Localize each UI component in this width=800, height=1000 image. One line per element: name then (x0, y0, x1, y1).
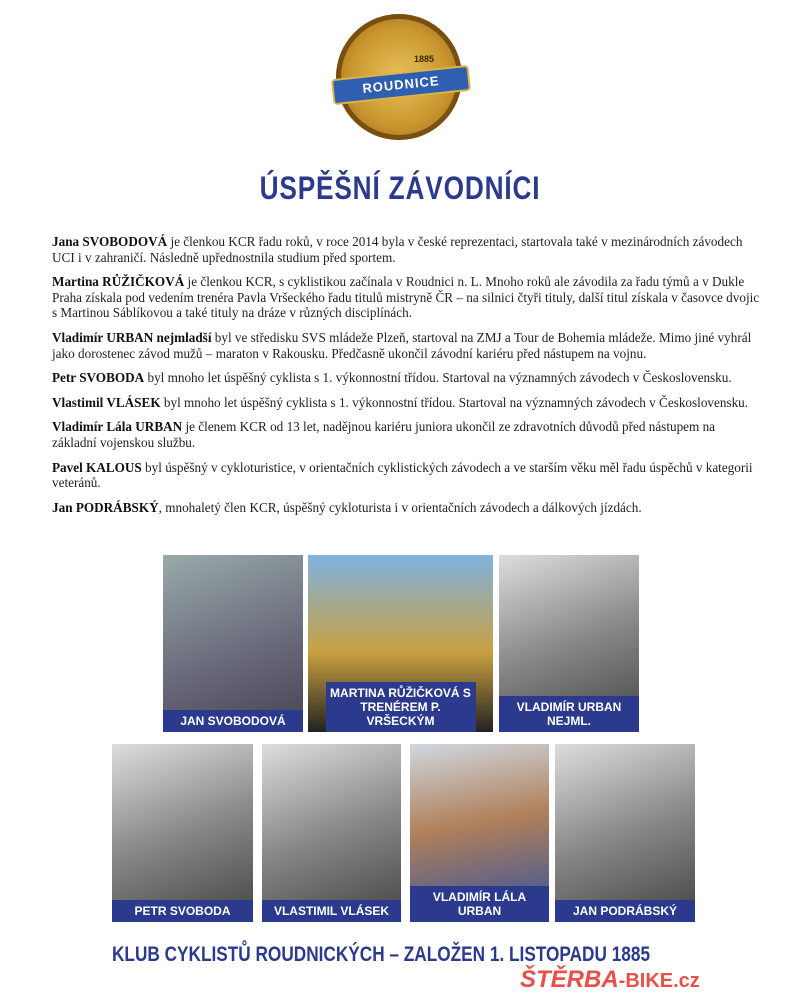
watermark-brand: ŠTĚRBA (520, 966, 619, 993)
bio-text: byl ve středisku SVS mládeže Plzeň, startoval na ZMJ a Tour de Bohemia mládeže. Mimo jiné vyhrál jako dorostenec závod mužů – maraton v Rakousku. Předčasně ukončil závodní kariéru před nástupem na vojnu. (52, 329, 752, 361)
bio-text: , mnohaletý člen KCR, úspěšný cykloturista i v orientačních závodech a dálkových jízdách. (158, 499, 642, 515)
bio-name: Jan PODRÁBSKÝ (52, 499, 159, 515)
club-logo (336, 14, 462, 140)
bio-name: Vlastimil VLÁSEK (52, 394, 161, 410)
photo-caption: VLASTIMIL VLÁSEK (262, 900, 401, 922)
bio-paragraph (52, 274, 762, 321)
bio-name: Pavel KALOUS (52, 459, 142, 475)
bio-text: je členem KCR od 13 let, nadějnou kariéru juniora ukončil ze zdravotních důvodů před nástupem na základní vojenskou službu. (52, 419, 716, 450)
photo-caption: JAN PODRÁBSKÝ (555, 900, 695, 922)
photo-jan-podrabsky (555, 744, 695, 922)
bio-paragraph (52, 370, 762, 386)
bio-paragraph (52, 395, 762, 411)
bio-paragraph (52, 234, 762, 265)
photo-caption: MARTINA RŮŽIČKOVÁ S TRENÉREM P. VRŠECKÝM (326, 682, 476, 732)
bio-name: Martina RŮŽIČKOVÁ (52, 274, 185, 290)
logo-year: 1885 (414, 54, 435, 64)
photo-vlastimil-vlasek (262, 744, 401, 922)
watermark-suffix: -BIKE.cz (618, 970, 700, 992)
bio-paragraph (52, 330, 762, 361)
photo-caption: JAN SVOBODOVÁ (163, 710, 303, 732)
photo-caption: PETR SVOBODA (112, 900, 253, 922)
bio-name: Jana SVOBODOVÁ (52, 234, 168, 249)
bio-list (52, 234, 762, 524)
bio-text: byl úspěšný v cykloturistice, v orientačních cyklistických závodech a ve starším věku měl řadu úspěchů v kategorii veteránů. (52, 459, 753, 491)
photo-caption: VLADIMÍR URBAN NEJML. (499, 696, 639, 732)
bio-text: byl mnoho let úspěšný cyklista s 1. výkonnostní třídou. Startoval na významných závodech v Československu. (160, 394, 749, 410)
photo-vladimir-urban-nejml (499, 555, 639, 732)
bio-name: Vladimír Lála URBAN (52, 419, 183, 435)
photo-vladimir-lala-urban (410, 744, 549, 922)
photo-martina-ruzickova (308, 555, 493, 732)
photo-jana-svobodova (163, 555, 303, 732)
bio-paragraph (52, 460, 762, 491)
bio-paragraph (52, 500, 762, 516)
bio-paragraph (52, 419, 762, 450)
photo-petr-svoboda (112, 744, 253, 922)
footer-text: KLUB CYKLISTŮ ROUDNICKÝCH – ZALOŽEN 1. LISTOPADU 1885 (112, 943, 651, 966)
bio-name: Vladimír URBAN nejmladší (52, 329, 212, 345)
bio-text: je členkou KCR, s cyklistikou začínala v Roudnici n. L. Mnoho roků ale závodila za řadu týmů a v Dukle Praha získala pod vedením trenéra Pavla Vršeckého řadu titulů mistryně ČR – na silnici čtyři tituly, další titul získala v časovce dvojic s Martinou Sáblíkovou a také tituly na dráze v různých disciplínách. (52, 274, 760, 321)
logo-ribbon: ROUDNICE (331, 65, 471, 105)
bio-name: Petr SVOBODA (52, 370, 145, 386)
photo-caption: VLADIMÍR LÁLA URBAN (410, 886, 549, 922)
bio-text: je členkou KCR řadu roků, v roce 2014 byla v české reprezentaci, startovala také v mezinárodních závodech UCI i v zahraničí. Následně upřednostnila studium před sportem. (52, 234, 743, 265)
watermark (520, 966, 700, 994)
page-title: ÚSPĚŠNÍ ZÁVODNÍCI (259, 170, 541, 206)
bio-text: byl mnoho let úspěšný cyklista s 1. výkonnostní třídou. Startoval na významných závodech v Československu. (144, 370, 732, 386)
